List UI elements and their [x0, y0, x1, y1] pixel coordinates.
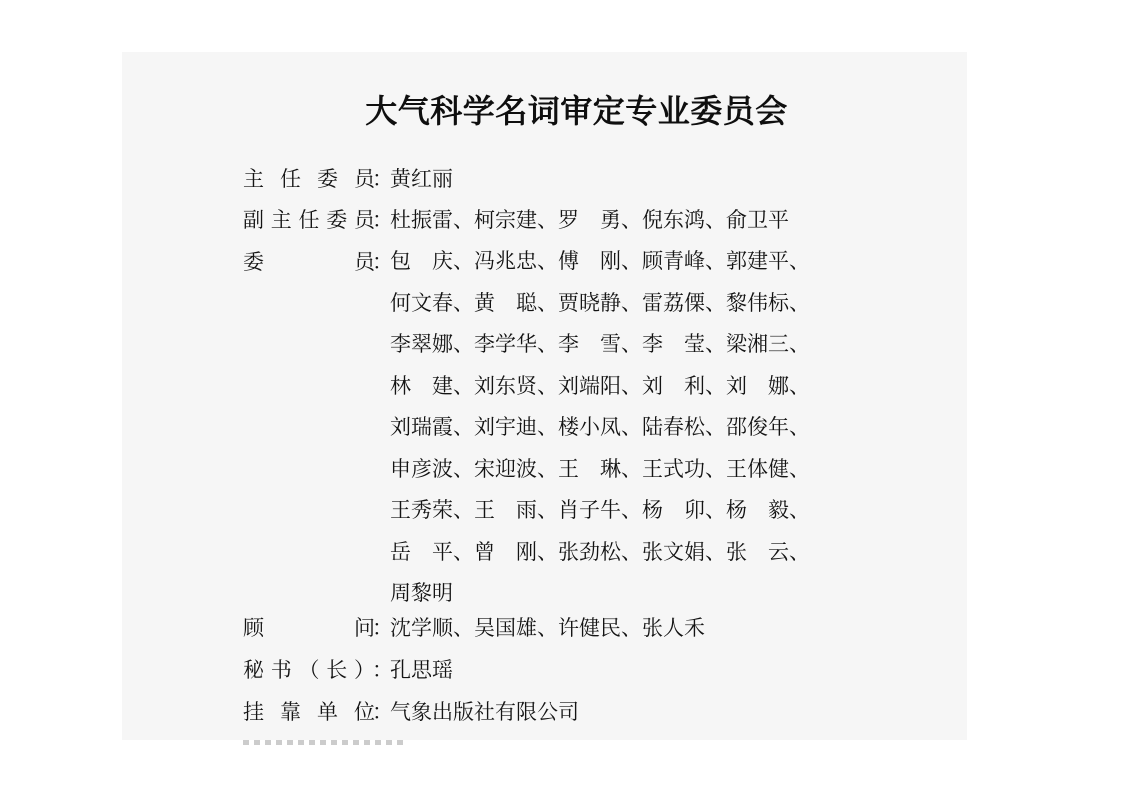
committee-row-members — [0, 247, 1123, 607]
committee-row-chair — [0, 164, 1123, 206]
role-label: 顾 问 — [243, 616, 375, 640]
member-names: 杜振雷、柯宗建、罗 勇、倪东鸿、俞卫平 — [390, 208, 789, 232]
member-names: 孔思瑶 — [390, 658, 453, 682]
role-colon: ： — [372, 616, 393, 640]
member-names-line: 王秀荣、王 雨、肖子牛、杨 卯、杨 毅、 — [390, 498, 810, 522]
member-names: 沈学顺、吴国雄、许健民、张人禾 — [390, 616, 705, 640]
member-names-line: 申彦波、宋迎波、王 琳、王式功、王体健、 — [390, 456, 810, 481]
member-names-line: 包 庆、冯兆忠、傅 刚、顾青峰、郭建平、 — [390, 249, 810, 273]
member-names-line: 何文春、黄 聪、贾晓静、雷荔傈、黎伟标、 — [390, 290, 810, 315]
member-names-line: 李翠娜、李学华、李 雪、李 莹、梁湘三、 — [390, 332, 810, 356]
role-label: 挂 靠 单 位 — [243, 700, 375, 724]
committee-row-advisors — [0, 613, 1123, 655]
page-title: 大气科学名词审定专业委员会 — [365, 92, 788, 130]
role-colon: ： — [372, 250, 393, 274]
role-colon: ： — [372, 700, 393, 724]
member-names-line: 周黎明 — [390, 581, 453, 605]
member-names-list — [390, 241, 870, 615]
committee-row-host-unit — [0, 697, 1123, 739]
member-names-line: 林 建、刘东贤、刘端阳、刘 利、刘 娜、 — [390, 373, 810, 398]
cropped-next-line-fragment — [243, 740, 403, 746]
member-names-line: 岳 平、曾 刚、张劲松、张文娟、张 云、 — [390, 539, 810, 564]
host-unit-name: 气象出版社有限公司 — [390, 700, 579, 724]
role-label: 委 员 — [243, 250, 375, 274]
role-label: 秘 书 （ 长 ） — [243, 658, 375, 682]
role-label: 主 任 委 员 — [243, 167, 375, 191]
role-colon: ： — [372, 208, 393, 232]
member-names: 黄红丽 — [390, 167, 453, 191]
committee-row-secretary — [0, 655, 1123, 697]
role-colon: ： — [372, 658, 393, 682]
role-colon: ： — [372, 167, 393, 191]
member-names-line: 刘瑞霞、刘宇迪、楼小凤、陆春松、邵俊年、 — [390, 415, 810, 439]
role-label: 副 主 任 委 员 — [243, 208, 375, 232]
